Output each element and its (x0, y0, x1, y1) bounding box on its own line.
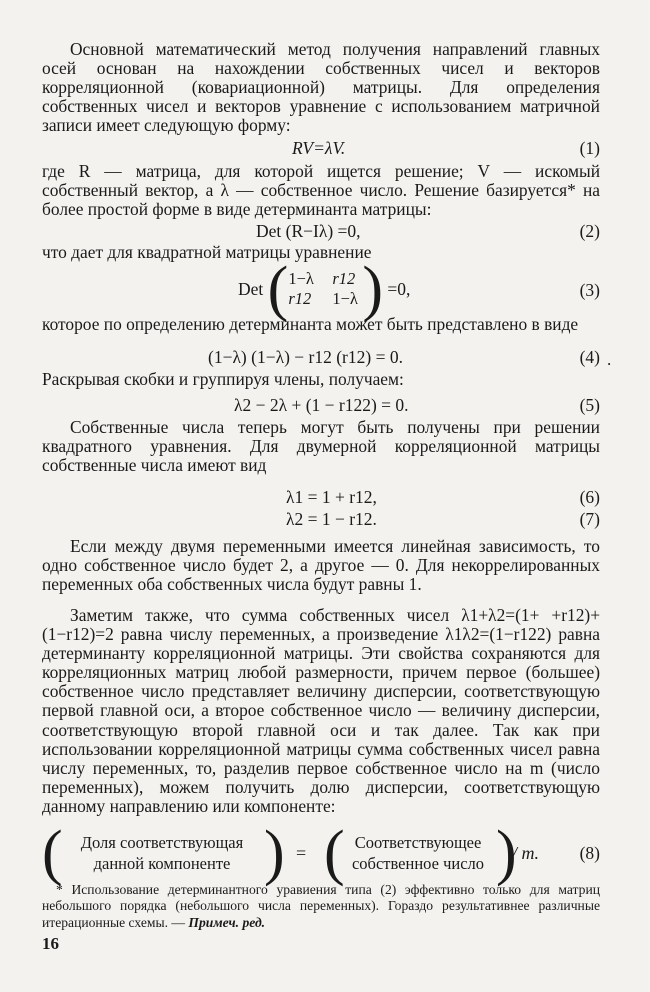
paragraph-definitions-text: где R — матрица, для которой ищется решение; V — искомый собственный вектор, а λ — собственное число. Решение базируется* на более простой форме в виде детерминанта матрицы: (42, 161, 600, 220)
paragraph-eigenvalues-text: Собственные числа теперь могут быть получены при решении квадратного уравнения. Для двумерной корреляционной матрицы собственные числа имеют вид (42, 417, 600, 476)
matrix-2x2 (288, 269, 362, 309)
equation-6-expression: λ1 = 1 + r12, (286, 487, 377, 507)
paragraph-intro (42, 40, 600, 135)
eq8-right-term (338, 832, 498, 874)
matrix-a21: r12 (288, 289, 312, 308)
equation-8-number: (8) (579, 843, 600, 863)
equation-4-expression: (1−λ) (1−λ) − r12 (r12) = 0. (208, 347, 403, 367)
paragraph-intro-text: Основной математический метод получения направлений главных осей основан на нахождении собственных чисел и векторов корреляционной (ковариационной) матрицы. Для определения собственных чисел и векторов уравнение с использованием матричной записи имеет следующую форму: (42, 39, 600, 136)
equation-7 (42, 508, 600, 530)
paragraph-properties-text: Заметим также, что сумма собственных чисел λ1+λ2=(1+ +r12)+(1−r12)=2 равна числу переменных, а произведение λ1λ2=(1−r122) равна детерминанту корреляционной матрицы. Эти свойства сохраняются для корреляционных матриц любой размерности, причем первое (большее) собственное число представляет величину дисперсии, соответствующую первой главной оси, а второе собственное число — величину дисперсии, соответствующую второй главной оси и так далее. Так как при использовании корреляционной матрицы сумма собственных чисел равна числу переменных, то, разделив первое собственное число на m (число переменных), можем получить долю дисперсии, соответствующую данному направлению или компоненте: (42, 605, 600, 816)
equation-5-number: (5) (579, 395, 600, 415)
equation-2 (42, 220, 600, 242)
matrix-right-paren: ) (362, 255, 383, 323)
eq8-equals: = (296, 843, 307, 863)
footnote (42, 882, 600, 931)
equation-7-expression: λ2 = 1 − r12. (286, 509, 377, 529)
eq8-left-paren-open: ( (42, 819, 63, 887)
equation-7-number: (7) (579, 509, 600, 529)
paragraph-linear-dependence-text: Если между двумя переменными имеется линейная зависимость, то одно собственное число будет 2, а другое — 0. Для некоррелированных переменных оба собственных числа будут равны 1. (42, 536, 600, 595)
equation-1-expression: RV=λV. (292, 138, 346, 158)
eq8-right-paren-close: ) (496, 819, 517, 887)
paragraph-properties (42, 606, 600, 816)
equation-3-number: (3) (579, 280, 600, 300)
eq8-left-term (58, 832, 266, 874)
eq8-divisor: / m. (512, 843, 539, 863)
equation-4-number: (4) (579, 347, 600, 367)
equation-1 (42, 137, 600, 159)
matrix-a22: 1−λ (332, 289, 358, 308)
paragraph-definitions (42, 162, 600, 219)
eq8-left-line-1: Доля соответствующая (80, 833, 244, 852)
stray-dot: . (607, 350, 612, 369)
equation-2-number: (2) (579, 221, 600, 241)
matrix-a11: 1−λ (288, 269, 314, 288)
equation-6 (42, 486, 600, 508)
eq8-left-paren-close: ) (264, 819, 285, 887)
paragraph-expand-text: Раскрывая скобки и группируя члены, получаем: (42, 369, 404, 389)
eq8-left-line-2: данной компоненте (93, 854, 231, 873)
paragraph-matrix-intro-text: что дает для квадратной матрицы уравнение (42, 242, 372, 262)
paragraph-expand (42, 370, 600, 389)
equation-1-number: (1) (579, 138, 600, 158)
equation-5-expression: λ2 − 2λ + (1 − r122) = 0. (234, 395, 409, 415)
eq8-right-paren-open: ( (324, 819, 345, 887)
equation-3 (42, 255, 600, 323)
matrix-left-paren: ( (267, 255, 289, 323)
equation-8 (42, 819, 600, 887)
eq8-right-line-2: собственное число (351, 854, 485, 873)
equation-3-det: Det (238, 279, 264, 299)
paragraph-eigenvalues (42, 418, 600, 475)
paragraph-determinant-text: которое по определению детерминанта может быть представлено в виде (42, 314, 579, 334)
equation-3-tail: =0, (387, 279, 411, 299)
eq8-right-line-1: Соответствующее (354, 833, 482, 852)
footnote-text: * Использование детерминантного уравиения типа (2) эффективно только для матриц небольшого порядка (небольшого числа переменных). Гораздо результативнее различные итерационные схемы. — (42, 882, 600, 930)
equation-3-expression (238, 255, 411, 323)
matrix-a12: r12 (332, 269, 356, 288)
equation-4 (42, 346, 600, 368)
equation-2-expression: Det (R−Iλ) =0, (256, 221, 361, 241)
page-number: 16 (42, 934, 59, 953)
equation-6-number: (6) (579, 487, 600, 507)
paragraph-determinant (42, 315, 600, 334)
paragraph-linear-dependence (42, 537, 600, 594)
equation-5 (42, 394, 600, 416)
footnote-editor-note: Примеч. ред. (188, 914, 266, 930)
